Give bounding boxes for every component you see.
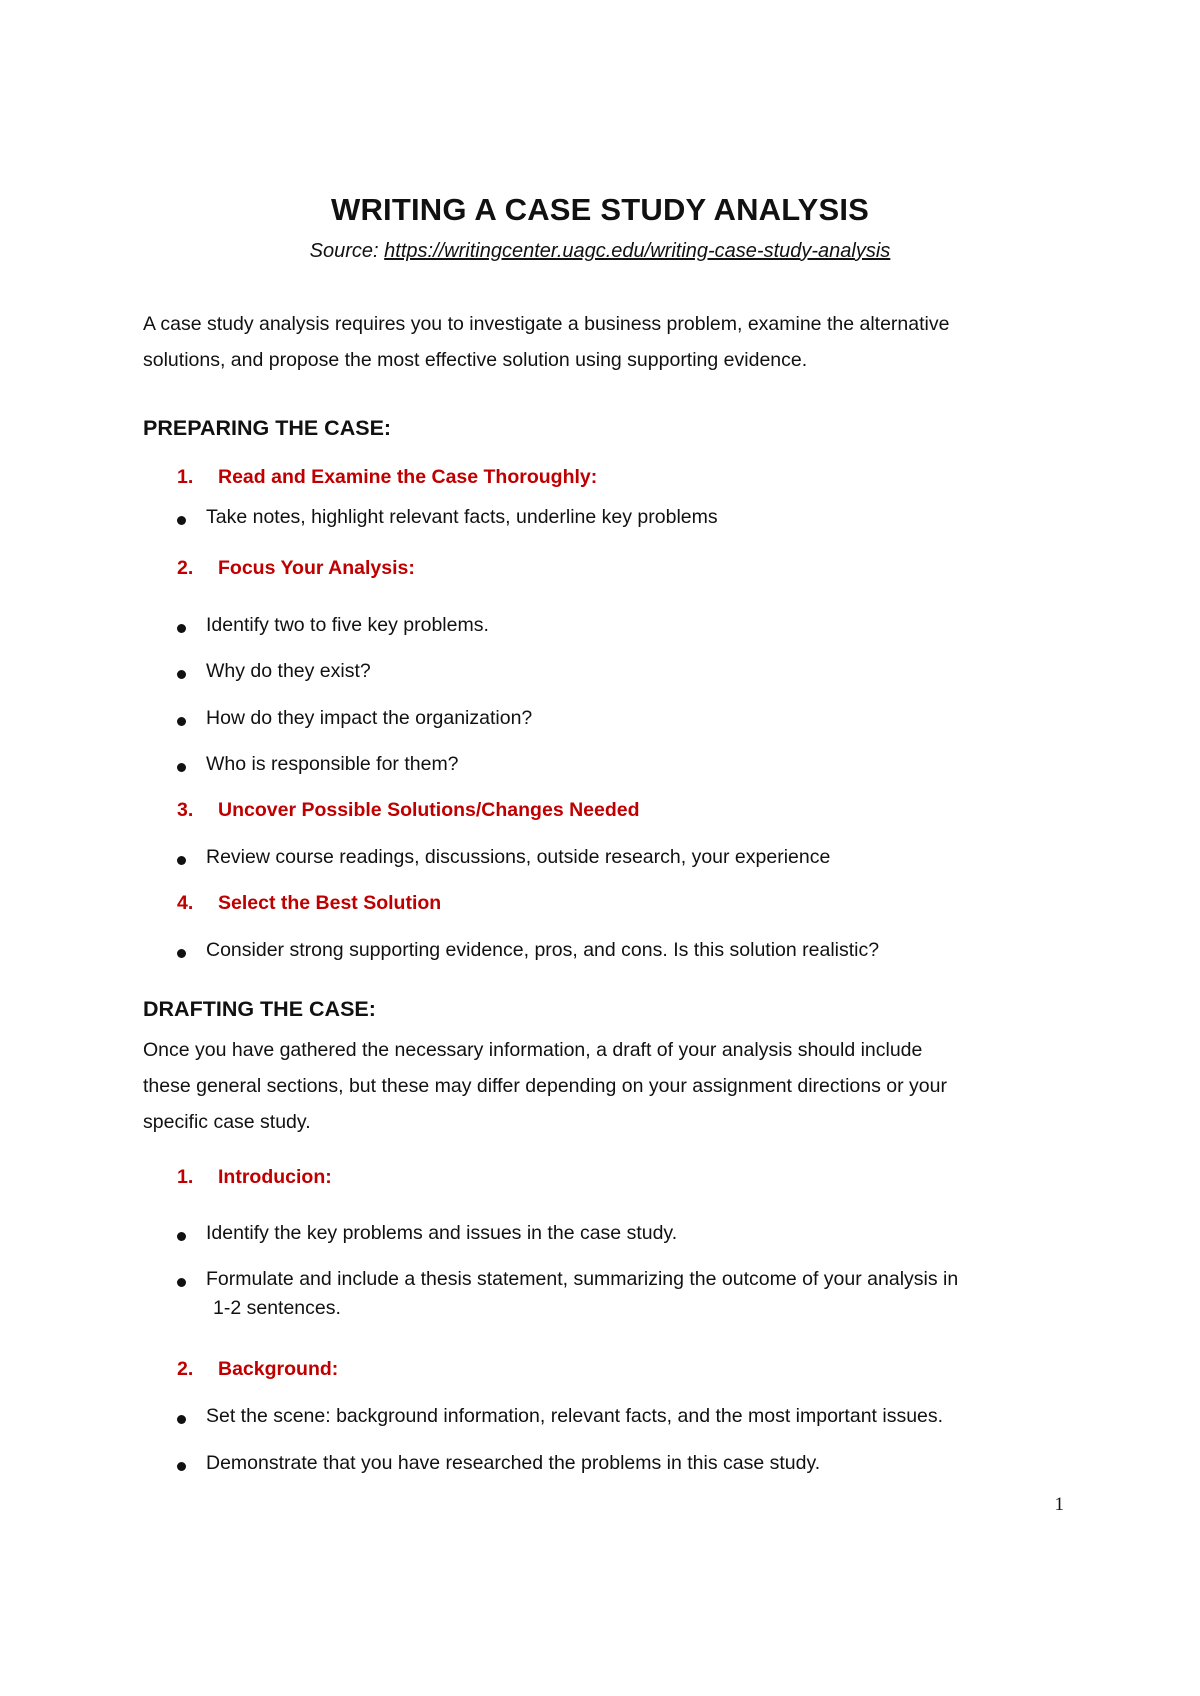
intro-line-2: solutions, and propose the most effective solution using supporting evidence. — [143, 349, 808, 371]
step-number: 1. — [177, 1166, 194, 1188]
source-link[interactable]: https://writingcenter.uagc.edu/writing-case-study-analysis — [384, 240, 891, 262]
preparing-step-1 — [177, 466, 597, 489]
step-label: Introducion: — [218, 1166, 332, 1188]
drafting-step-1 — [177, 1166, 332, 1189]
bullet-text: Set the scene: background information, relevant facts, and the most important issues. — [206, 1405, 944, 1427]
bullet-dot-icon — [177, 763, 186, 772]
drafting-para-line-3: specific case study. — [143, 1111, 311, 1133]
drafting-step-2 — [177, 1358, 338, 1381]
bullet-dot-icon — [177, 1415, 186, 1424]
step-label: Background: — [218, 1358, 339, 1380]
drafting-para-line-2: these general sections, but these may differ depending on your assignment directions or your — [143, 1075, 947, 1097]
bullet-text: Take notes, highlight relevant facts, underline key problems — [206, 506, 718, 528]
drafting-heading: DRAFTING THE CASE: — [143, 997, 376, 1021]
bullet-dot-icon — [177, 1278, 186, 1287]
page-number: 1 — [1054, 1494, 1064, 1515]
bullet-dot-icon — [177, 624, 186, 633]
bullet-text: How do they impact the organization? — [206, 707, 533, 729]
bullet-continuation: 1-2 sentences. — [213, 1297, 341, 1319]
source-line — [0, 240, 1200, 263]
bullet-dot-icon — [177, 949, 186, 958]
step-label: Read and Examine the Case Thoroughly: — [218, 466, 598, 488]
bullet-dot-icon — [177, 717, 186, 726]
step-label: Uncover Possible Solutions/Changes Needed — [218, 799, 640, 821]
step-number: 1. — [177, 466, 194, 488]
drafting-para-line-1: Once you have gathered the necessary information, a draft of your analysis should include — [143, 1039, 923, 1061]
preparing-step-4 — [177, 892, 441, 915]
intro-line-1: A case study analysis requires you to investigate a business problem, examine the alternative — [143, 313, 950, 335]
bullet-text: Demonstrate that you have researched the problems in this case study. — [206, 1452, 821, 1474]
bullet-text: Review course readings, discussions, outside research, your experience — [206, 846, 831, 868]
step-number: 2. — [177, 1358, 194, 1380]
step-label: Select the Best Solution — [218, 892, 442, 914]
bullet-text: Identify the key problems and issues in the case study. — [206, 1222, 678, 1244]
preparing-heading: PREPARING THE CASE: — [143, 416, 392, 440]
bullet-text: Why do they exist? — [206, 660, 371, 682]
step-number: 3. — [177, 799, 194, 821]
preparing-step-2 — [177, 557, 415, 580]
step-number: 2. — [177, 557, 194, 579]
preparing-step-3 — [177, 799, 640, 822]
bullet-text: Formulate and include a thesis statement, summarizing the outcome of your analysis in — [206, 1268, 959, 1290]
bullet-text: Identify two to five key problems. — [206, 614, 489, 636]
source-label: Source: — [309, 240, 385, 262]
bullet-dot-icon — [177, 856, 186, 865]
bullet-text: Consider strong supporting evidence, pros, and cons. Is this solution realistic? — [206, 939, 880, 961]
bullet-dot-icon — [177, 516, 186, 525]
step-label: Focus Your Analysis: — [218, 557, 415, 579]
bullet-dot-icon — [177, 1232, 186, 1241]
bullet-text: Who is responsible for them? — [206, 753, 459, 775]
document-title: WRITING A CASE STUDY ANALYSIS — [330, 192, 870, 227]
bullet-dot-icon — [177, 1462, 186, 1471]
step-number: 4. — [177, 892, 194, 914]
bullet-dot-icon — [177, 670, 186, 679]
